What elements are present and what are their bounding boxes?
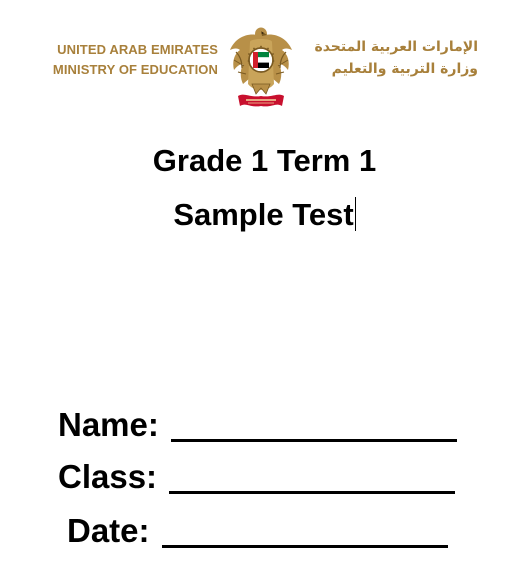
class-blank-line[interactable] [169,457,455,494]
date-label: Date: [67,512,150,549]
name-label: Name: [58,406,159,443]
uae-falcon-emblem-icon [226,22,296,112]
class-field-row [58,452,455,502]
title-sample-test: Sample Test [173,197,354,232]
class-label: Class: [58,458,158,495]
name-blank-line[interactable] [171,405,457,442]
arabic-ministry-name [300,36,478,80]
arabic-ministry-title: وزارة التربية والتعليم [331,61,478,77]
title-sample-test-line[interactable] [0,188,529,242]
date-blank-line[interactable] [162,511,448,548]
name-field-row [58,400,457,450]
ministry-header [0,22,529,114]
date-field-row [67,506,448,556]
arabic-country-name: الإمارات العربية المتحدة [314,39,478,55]
english-ministry-title: MINISTRY OF EDUCATION [52,62,218,77]
text-cursor [355,197,356,231]
english-country-name: UNITED ARAB EMIRATES [57,42,218,57]
english-ministry-name [40,40,218,80]
title-grade-term: Grade 1 Term 1 [152,143,377,178]
test-title [0,134,529,242]
